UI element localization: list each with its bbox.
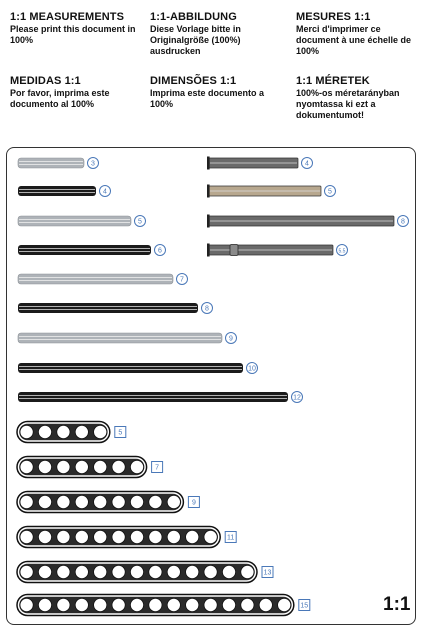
length-label-text: 5	[118, 429, 123, 437]
beam-length-label	[299, 600, 310, 611]
axle-body	[18, 274, 173, 284]
beam	[17, 492, 183, 513]
axle-body	[18, 333, 222, 343]
axle-stop	[207, 244, 210, 257]
axle	[18, 158, 84, 168]
beam-hole	[167, 598, 180, 611]
axle	[207, 157, 298, 170]
length-label-text: 7	[155, 464, 160, 472]
beam-hole	[57, 495, 70, 508]
beam-hole	[38, 460, 51, 473]
instruction-body: Imprima este documento a 100%	[150, 88, 265, 109]
axle-length-label	[226, 333, 237, 344]
instruction-title: DIMENSÕES 1:1	[150, 75, 237, 87]
axle-length-label	[302, 158, 313, 169]
beam-hole	[57, 598, 70, 611]
beam-hole	[222, 598, 235, 611]
axle-body	[18, 186, 96, 196]
beam-hole	[167, 495, 180, 508]
instruction-body: 100%-os méretarányban nyomtassa ki ezt a dokumentumot!	[296, 88, 400, 120]
axle-length-label	[398, 216, 409, 227]
length-label-text: 10	[248, 365, 256, 373]
length-label-text: 15	[300, 602, 309, 610]
beam-hole	[130, 460, 143, 473]
axle	[207, 215, 394, 228]
beam-hole	[94, 425, 107, 438]
axle-length-label	[292, 392, 303, 403]
axle-body	[18, 392, 288, 402]
beam-length-label	[225, 532, 236, 543]
beam-length-label	[262, 567, 273, 578]
beam-hole	[20, 460, 33, 473]
length-label-text: 9	[229, 335, 233, 343]
beam-hole	[167, 565, 180, 578]
axle-body	[18, 363, 243, 373]
scale-label: 1:1	[383, 594, 411, 615]
beam-hole	[186, 530, 199, 543]
beam-hole	[186, 598, 199, 611]
axle	[18, 245, 151, 255]
beam-hole	[112, 495, 125, 508]
beam-hole	[75, 460, 88, 473]
beam	[17, 562, 257, 583]
axle-length-label	[88, 158, 99, 169]
axle-length-label	[100, 186, 111, 197]
beam-hole	[38, 565, 51, 578]
beam-hole	[57, 530, 70, 543]
length-label-text: 8	[401, 218, 405, 226]
axle	[18, 216, 131, 226]
beam-hole	[112, 598, 125, 611]
axle-length-label	[202, 303, 213, 314]
instruction-title: 1:1 MÉRETEK	[296, 75, 370, 87]
beam-hole	[57, 565, 70, 578]
beam-hole	[130, 598, 143, 611]
beam-hole	[149, 565, 162, 578]
instruction-body: Please print this document in 100%	[10, 24, 136, 45]
beam-hole	[204, 598, 217, 611]
instruction-title: MESURES 1:1	[296, 11, 371, 23]
beam	[17, 422, 110, 443]
instruction-title: 1:1 MEASUREMENTS	[10, 11, 125, 23]
axle-stop-collar	[230, 245, 238, 256]
length-label-text: 11	[227, 534, 235, 542]
beam-hole	[222, 565, 235, 578]
instruction-title: 1:1-ABBILDUNG	[150, 11, 237, 23]
beam-hole	[20, 598, 33, 611]
beam-hole	[20, 565, 33, 578]
length-label-text: 5	[138, 218, 142, 226]
axle-stop	[207, 185, 210, 198]
beam-hole	[20, 495, 33, 508]
length-label-text: 5	[328, 188, 332, 196]
beam-hole	[38, 530, 51, 543]
beam-hole	[75, 425, 88, 438]
beam-hole	[241, 565, 254, 578]
axle-length-label	[155, 245, 166, 256]
beam-hole	[167, 530, 180, 543]
beam-hole	[75, 565, 88, 578]
beam-hole	[94, 565, 107, 578]
beam-length-label	[188, 497, 199, 508]
beam-hole	[20, 530, 33, 543]
instruction-title: MEDIDAS 1:1	[10, 75, 81, 87]
beam-hole	[38, 425, 51, 438]
axle-length-label	[325, 186, 336, 197]
length-label-text: 4	[103, 188, 107, 196]
beam-hole	[204, 530, 217, 543]
beam-hole	[75, 598, 88, 611]
instruction-body: Merci d'imprimer ce document à une échelle de 100%	[296, 24, 412, 56]
length-label-text: 7	[180, 276, 184, 284]
beam-hole	[112, 565, 125, 578]
beam-hole	[94, 460, 107, 473]
beam-hole	[57, 425, 70, 438]
beam-length-label	[115, 427, 126, 438]
axle-length-label	[135, 216, 146, 227]
axle-stop	[207, 157, 210, 170]
beam	[17, 527, 220, 548]
axle	[207, 185, 321, 198]
length-label-text: 5.5	[338, 248, 346, 255]
axle	[18, 392, 288, 402]
axle	[207, 244, 333, 257]
beam-hole	[20, 425, 33, 438]
beam	[17, 595, 294, 616]
beam-hole	[149, 495, 162, 508]
beam-hole	[94, 530, 107, 543]
axle-stop	[207, 215, 210, 228]
length-label-text: 8	[205, 305, 209, 313]
beam-hole	[259, 598, 272, 611]
beam-hole	[94, 598, 107, 611]
axle	[18, 303, 198, 313]
beam-hole	[94, 495, 107, 508]
beam-hole	[38, 598, 51, 611]
axle-body	[18, 216, 131, 226]
axle-length-label	[247, 363, 258, 374]
axle	[18, 274, 173, 284]
beam-hole	[75, 495, 88, 508]
beam-hole	[112, 460, 125, 473]
axle	[18, 333, 222, 343]
length-label-text: 12	[293, 394, 301, 402]
beam	[17, 457, 147, 478]
beam-hole	[149, 598, 162, 611]
beam-hole	[130, 495, 143, 508]
beam-hole	[149, 530, 162, 543]
beam-hole	[241, 598, 254, 611]
beam-hole	[75, 530, 88, 543]
axle	[18, 363, 243, 373]
beam-hole	[38, 495, 51, 508]
axle-body	[18, 245, 151, 255]
beam-length-label	[152, 462, 163, 473]
beam-hole	[204, 565, 217, 578]
length-label-text: 4	[305, 160, 309, 168]
beam-hole	[130, 530, 143, 543]
axle-body	[18, 303, 198, 313]
length-label-text: 9	[191, 499, 196, 507]
beam-hole	[186, 565, 199, 578]
axle	[18, 186, 96, 196]
instruction-body: Diese Vorlage bitte in Originalgröße (100%) ausdrucken	[150, 24, 241, 56]
beam-hole	[57, 460, 70, 473]
axle-length-label	[337, 245, 348, 256]
beam-hole	[278, 598, 291, 611]
instruction-body: Por favor, imprima este documento al 100%	[10, 88, 110, 109]
length-label-text: 6	[158, 247, 162, 255]
beam-hole	[112, 530, 125, 543]
beam-hole	[130, 565, 143, 578]
axle-body	[18, 158, 84, 168]
length-label-text: 3	[91, 160, 95, 168]
length-label-text: 13	[263, 569, 272, 577]
axle-length-label	[177, 274, 188, 285]
